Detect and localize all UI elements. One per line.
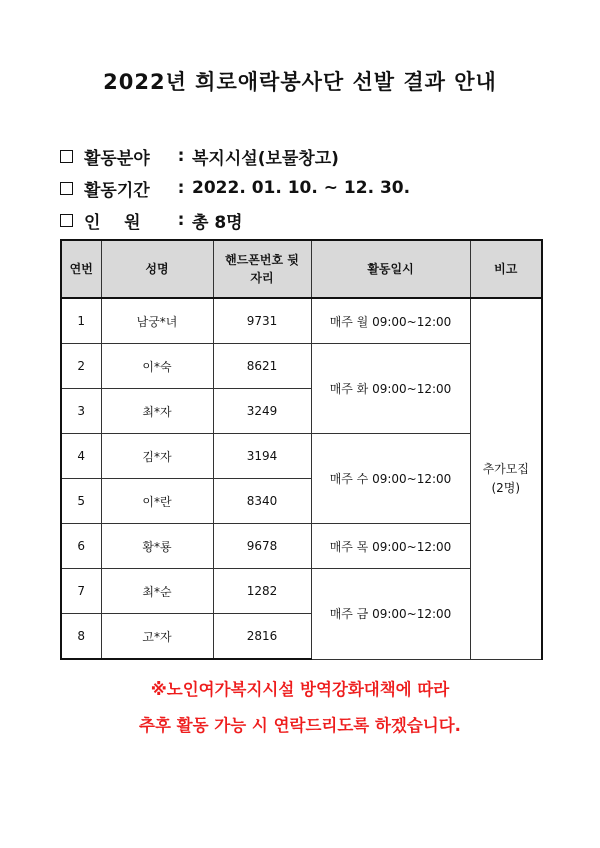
cell-note	[470, 298, 542, 659]
info-line-field	[60, 140, 410, 172]
table-row	[61, 569, 542, 614]
cell-name: 이*란	[101, 479, 213, 524]
header-phone	[213, 240, 311, 298]
cell-no: 1	[61, 298, 101, 344]
info-colon: :	[177, 178, 185, 198]
cell-schedule: 매주 금 09:00~12:00	[311, 569, 470, 660]
checkbox-square-icon	[60, 150, 73, 163]
info-label: 인 원	[84, 212, 141, 233]
info-colon: :	[177, 210, 185, 230]
cell-schedule: 매주 수 09:00~12:00	[311, 434, 470, 524]
info-line-headcount	[60, 204, 410, 236]
table-row	[61, 344, 542, 389]
info-label: 활동기간	[84, 180, 150, 201]
notice	[0, 672, 600, 744]
info-colon: :	[177, 146, 185, 166]
cell-phone: 9731	[213, 298, 311, 344]
cell-no: 2	[61, 344, 101, 389]
header-no: 연번	[61, 240, 101, 298]
note-text: 추가모집 (2명)	[482, 461, 529, 495]
checkbox-square-icon	[60, 214, 73, 227]
cell-name: 최*순	[101, 569, 213, 614]
notice-line-2: 추후 활동 가능 시 연락드리도록 하겠습니다.	[139, 716, 461, 735]
cell-schedule: 매주 목 09:00~12:00	[311, 524, 470, 569]
cell-name: 황*룡	[101, 524, 213, 569]
cell-name: 최*자	[101, 389, 213, 434]
page-title: 2022년 희로애락봉사단 선발 결과 안내	[103, 70, 497, 94]
cell-no: 4	[61, 434, 101, 479]
table-header-row	[61, 240, 542, 298]
cell-phone: 9678	[213, 524, 311, 569]
info-value: 2022. 01. 10. ~ 12. 30.	[192, 178, 411, 198]
info-section	[60, 140, 410, 236]
header-name: 성명	[101, 240, 213, 298]
cell-phone: 3249	[213, 389, 311, 434]
cell-no: 3	[61, 389, 101, 434]
cell-name: 고*자	[101, 614, 213, 660]
cell-name: 이*숙	[101, 344, 213, 389]
info-label: 활동분야	[84, 148, 150, 169]
cell-phone: 2816	[213, 614, 311, 660]
cell-no: 8	[61, 614, 101, 660]
notice-line-1: ※노인여가복지시설 방역강화대책에 따라	[150, 680, 450, 699]
header-schedule: 활동일시	[311, 240, 470, 298]
cell-name: 남궁*녀	[101, 298, 213, 344]
header-note: 비고	[470, 240, 542, 298]
table-row	[61, 298, 542, 344]
header-phone-label: 핸드폰번호 뒷자리	[225, 253, 299, 285]
volunteer-table	[60, 239, 543, 660]
cell-phone: 8340	[213, 479, 311, 524]
cell-no: 7	[61, 569, 101, 614]
checkbox-square-icon	[60, 182, 73, 195]
cell-no: 6	[61, 524, 101, 569]
cell-schedule: 매주 월 09:00~12:00	[311, 298, 470, 344]
cell-schedule: 매주 화 09:00~12:00	[311, 344, 470, 434]
table-row	[61, 524, 542, 569]
info-value: 총 8명	[192, 212, 243, 233]
table-row	[61, 434, 542, 479]
cell-phone: 1282	[213, 569, 311, 614]
cell-name: 김*자	[101, 434, 213, 479]
cell-phone: 8621	[213, 344, 311, 389]
info-value: 복지시설(보물창고)	[192, 148, 339, 169]
info-line-period	[60, 172, 410, 204]
cell-phone: 3194	[213, 434, 311, 479]
cell-no: 5	[61, 479, 101, 524]
